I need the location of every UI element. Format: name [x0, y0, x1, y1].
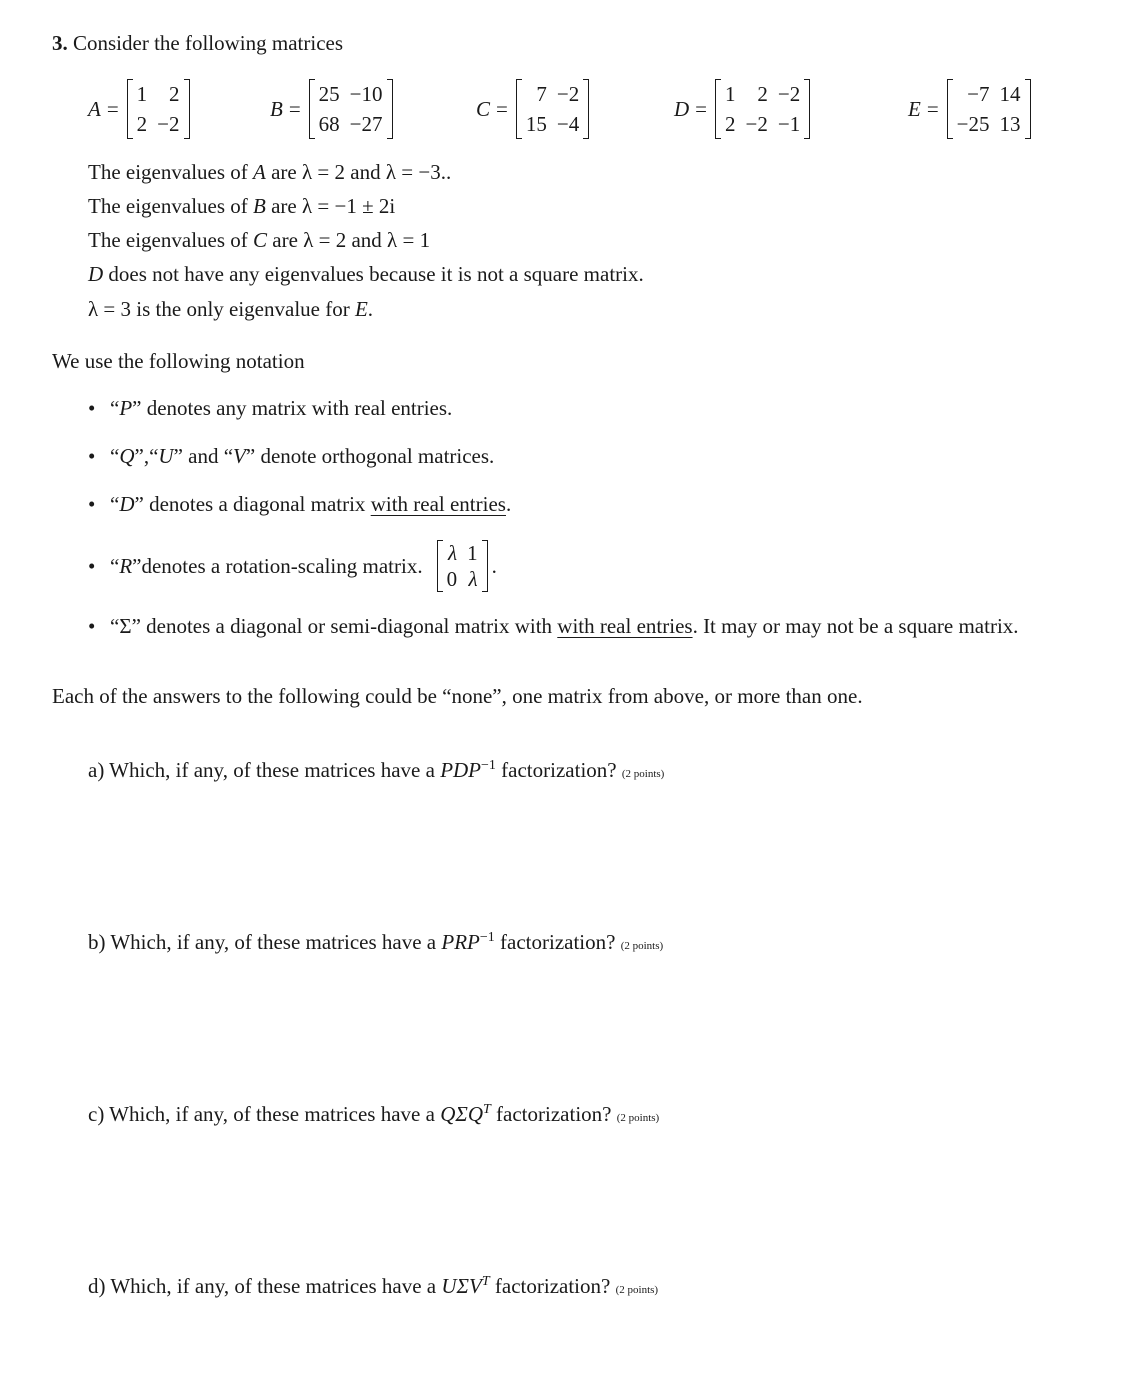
- matrix-e: E = −7 14 −25 13: [908, 77, 1031, 141]
- matrix-a-brackets: 1 2 2 −2: [127, 79, 190, 139]
- answers-note: Each of the answers to the following could be “none”, one matrix from above, or more than one.: [52, 684, 863, 708]
- matrix-b-name: B: [270, 96, 283, 121]
- question-d-points: (2 points): [615, 1284, 659, 1296]
- notation-intro: We use the following notation: [52, 349, 305, 373]
- problem-number: 3.: [52, 31, 68, 55]
- question-c-points: (2 points): [616, 1112, 660, 1124]
- notation-item-d: • “D” denotes a diagonal matrix with real entries.: [110, 492, 511, 517]
- matrix-d: D = 1 2 −2 2 −2 −1: [674, 77, 810, 141]
- matrix-c: C = 7 −2 15 −4: [476, 77, 589, 141]
- question-a: a) Which, if any, of these matrices have a $PDP^{-1}$ factorization? (2 points): [88, 758, 665, 782]
- question-a-points: (2 points): [621, 768, 665, 780]
- question-b: b) Which, if any, of these matrices have a $PRP^{-1}$ factorization? (2 points): [88, 930, 664, 954]
- problem-heading: [52, 31, 343, 56]
- matrix-e-name: E: [908, 96, 921, 121]
- notation-item-p: • “P” denotes any matrix with real entries.: [110, 396, 452, 421]
- matrix-b: B = 25 −10 68 −27: [270, 77, 393, 141]
- matrix-e-brackets: −7 14 −25 13: [947, 79, 1031, 139]
- question-c: c) Which, if any, of these matrices have a $Q\Sigma Q^T$ factorization? (2 points): [88, 1102, 660, 1126]
- eigen-statement-d: D does not have any eigenvalues because it is not a square matrix.: [88, 262, 644, 286]
- notation-item-q: • “Q”,“U” and “V” denote orthogonal matrices.: [110, 444, 494, 469]
- question-d: d) Which, if any, of these matrices have a $U\Sigma V^T$ factorization? (2 points): [88, 1274, 659, 1298]
- matrix-d-name: D: [674, 96, 690, 121]
- matrix-b-brackets: 25 −10 68 −27: [309, 79, 393, 139]
- eigen-statement-a: The eigenvalues of A are λ = 2 and λ = −3..: [88, 160, 452, 184]
- matrix-a: A = 1 2 2 −2: [88, 77, 190, 141]
- notation-item-sigma: • “Σ” denotes a diagonal or semi-diagonal matrix with with real entries. It may or may not be a square matrix.: [110, 614, 1019, 639]
- matrix-c-name: C: [476, 96, 491, 121]
- matrix-a-name: A: [88, 96, 101, 121]
- notation-item-r: • “ R ” denotes a rotation-scaling matrix. λ 1 0 λ .: [110, 539, 497, 593]
- rotation-scaling-matrix: λ 1 0 λ: [437, 540, 488, 592]
- eigen-statement-e: λ = 3 is the only eigenvalue for E.: [88, 297, 374, 321]
- eigen-statement-c: The eigenvalues of C are λ = 2 and λ = 1: [88, 228, 431, 252]
- question-b-points: (2 points): [620, 940, 664, 952]
- problem-intro: Consider the following matrices: [73, 31, 344, 55]
- matrix-d-brackets: 1 2 −2 2 −2 −1: [715, 79, 810, 139]
- matrix-c-brackets: 7 −2 15 −4: [516, 79, 589, 139]
- eigen-statement-b: The eigenvalues of B are λ = −1 ± 2i: [88, 194, 396, 218]
